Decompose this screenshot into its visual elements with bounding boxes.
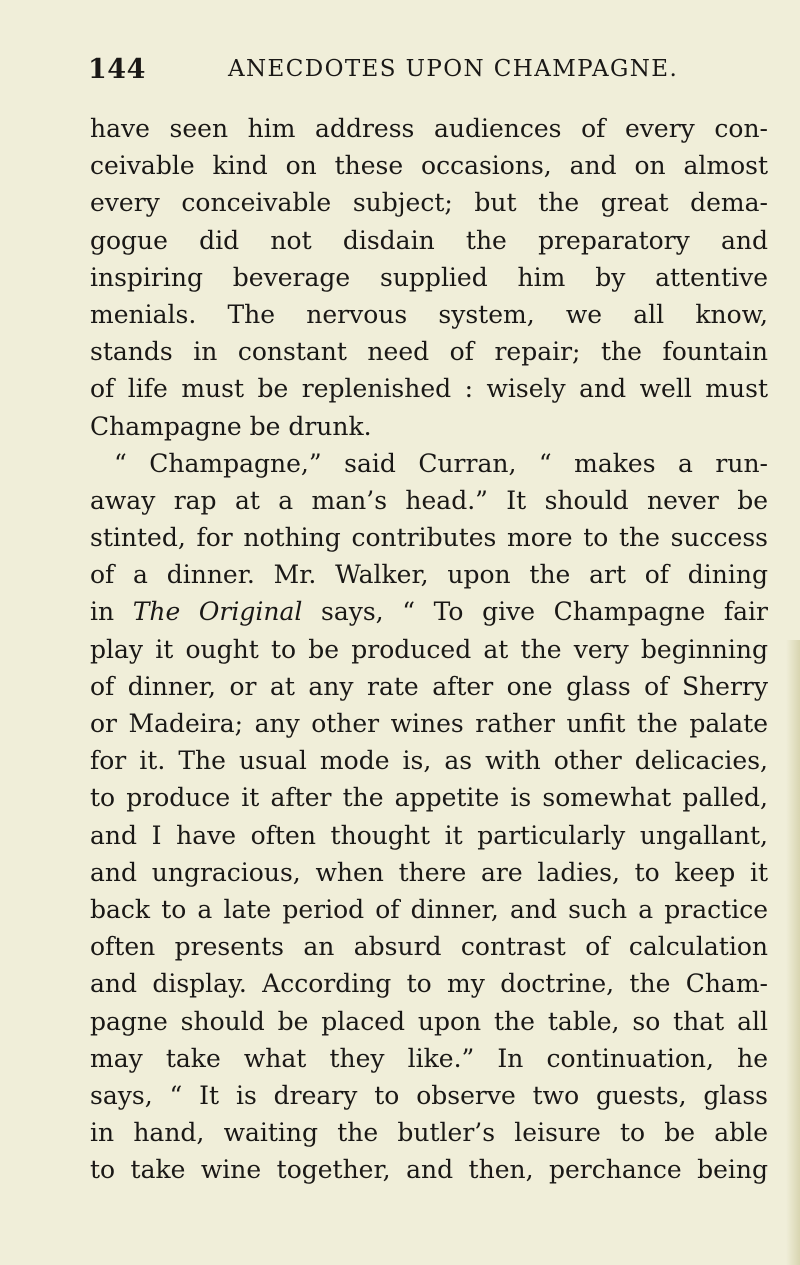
text-line: and display. According to my doctrine, the Cham- — [90, 969, 768, 999]
text-line: ceivable kind on these occasions, and on almost — [90, 151, 768, 181]
text-line: every conceivable subject; but the great dema- — [90, 188, 768, 218]
text-line: of life must be replenished : wisely and well must — [90, 374, 768, 404]
text-line: back to a late period of dinner, and such a practice — [90, 894, 768, 924]
text-line: and I have often thought it particularly ungallant, — [90, 820, 768, 850]
text-line: “ Champagne,” said Curran, “ makes a run- — [114, 448, 768, 478]
text-line: Champagne be drunk. — [90, 411, 372, 441]
text-line: away rap at a man’s head.” It should never be — [90, 485, 768, 515]
text-line: and ungracious, when there are ladies, to keep it — [90, 857, 768, 887]
text-line: or Madeira; any other wines rather unfit the palate — [90, 709, 768, 738]
text-line: have seen him address audiences of every con- — [90, 114, 768, 143]
text-line: often presents an absurd contrast of calculation — [90, 932, 768, 962]
body-text — [90, 110, 768, 1188]
text-line: of a dinner. Mr. Walker, upon the art of dining — [90, 560, 768, 590]
page-header — [0, 54, 800, 94]
page-edge-shadow — [786, 640, 800, 1265]
text-line: stinted, for nothing contributes more to the success — [90, 523, 768, 553]
text-line: in hand, waiting the butler’s leisure to be able — [90, 1118, 768, 1148]
text-line: may take what they like.” In continuation, he — [90, 1043, 768, 1073]
book-title-italic: The Original — [132, 597, 303, 627]
text-line: of dinner, or at any rate after one glass of Sherry — [90, 671, 768, 701]
text-line: menials. The nervous system, we all know, — [90, 299, 768, 329]
text-line: to take wine together, and then, perchance being — [90, 1155, 768, 1185]
text-line: for it. The usual mode is, as with other delicacies, — [90, 746, 768, 776]
text-line: to produce it after the appetite is somewhat palled, — [90, 783, 768, 813]
text-line: play it ought to be produced at the very beginning — [90, 634, 768, 664]
text-line: pagne should be placed upon the table, so that all — [90, 1006, 768, 1036]
text-line: in The Original says, “ To give Champagne fair — [90, 597, 768, 627]
text-line: gogue did not disdain the preparatory and — [90, 225, 768, 255]
text-line: says, “ It is dreary to observe two guests, glass — [90, 1080, 768, 1110]
text-line: stands in constant need of repair; the fountain — [90, 337, 768, 367]
text-line: inspiring beverage supplied him by attentive — [90, 262, 768, 292]
page-number: 144 — [88, 54, 146, 85]
running-title: ANECDOTES UPON CHAMPAGNE. — [228, 56, 679, 82]
